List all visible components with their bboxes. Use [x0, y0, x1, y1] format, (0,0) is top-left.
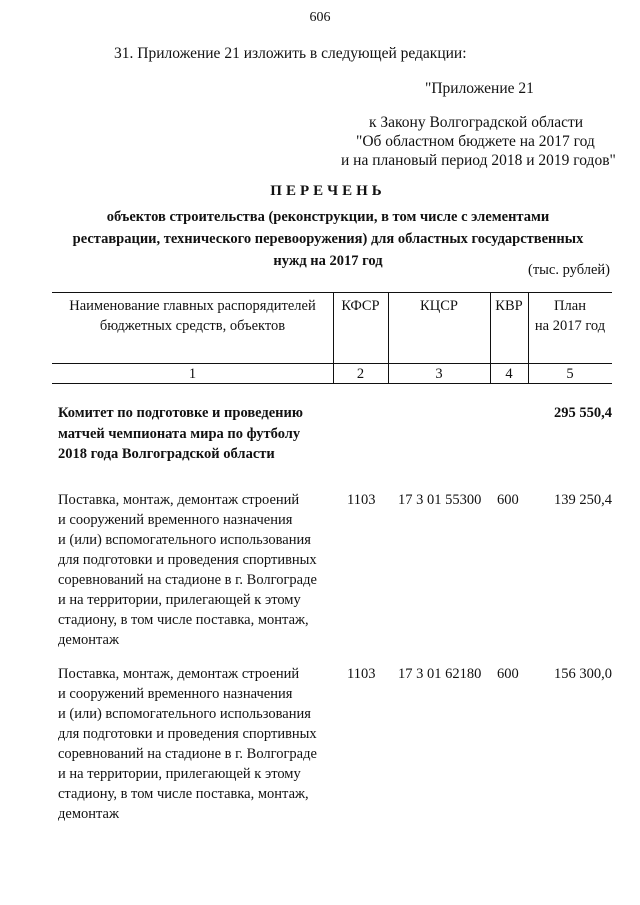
header-kcsr: КЦСР: [420, 298, 458, 314]
column-number-3: 3: [435, 366, 443, 382]
column-number-2: 2: [356, 366, 365, 382]
appendix-line-4: и на плановый период 2018 и 2019 годов": [341, 152, 616, 169]
column-number-5: 5: [566, 366, 574, 382]
header-plan: План на 2017 год: [534, 298, 606, 334]
row-name: Поставка, монтаж, демонтаж строений и сооружений временного назначения и (или) вспомогательного использования для подготовки и проведения спортивных соревнований на стадионе в г. Волгограде и на территории, прилегающей к этому стадиону, в том числе поставка, монтаж, демонтаж: [58, 666, 317, 822]
document-title: ПЕРЕЧЕНЬ: [270, 183, 386, 199]
document-subtitle: объектов строительства (реконструкции, в том числе с элементами реставрации, технического перевооружения) для областных государственных нужд на 2017 год: [72, 209, 584, 269]
row-plan: 156 300,0: [554, 666, 612, 682]
row-name: Комитет по подготовке и проведению матчей чемпионата мира по футболу 2018 года Волгоградской области: [58, 405, 303, 462]
row-plan: 295 550,4: [554, 405, 612, 421]
row-plan: 139 250,4: [554, 492, 612, 508]
appendix-line-1: "Приложение 21: [425, 80, 534, 97]
row-kfsr: 1103: [347, 492, 376, 508]
instruction-text: 31. Приложение 21 изложить в следующей редакции:: [114, 45, 467, 62]
column-number-1: 1: [188, 366, 197, 382]
row-kfsr: 1103: [347, 666, 376, 682]
page-number: 606: [309, 10, 331, 25]
header-name: Наименование главных распорядителей бюджетных средств, объектов: [69, 298, 316, 334]
row-kcsr: 17 3 01 55300: [398, 492, 482, 508]
appendix-line-3: "Об областном бюджете на 2017 год: [356, 133, 595, 150]
appendix-line-2: к Закону Волгоградской области: [369, 114, 584, 131]
row-kvr: 600: [497, 492, 519, 508]
unit-label: (тыс. рублей): [528, 262, 610, 278]
row-kcsr: 17 3 01 62180: [398, 666, 482, 682]
column-number-4: 4: [505, 366, 513, 382]
row-kvr: 600: [497, 666, 519, 682]
header-kvr: КВР: [495, 298, 523, 314]
row-name: Поставка, монтаж, демонтаж строений и сооружений временного назначения и (или) вспомогательного использования для подготовки и проведения спортивных соревнований на стадионе в г. Волгограде и на территории, прилегающей к этому стадиону, в том числе поставка, монтаж, демонтаж: [58, 492, 317, 648]
header-kfsr: КФСР: [341, 298, 380, 314]
